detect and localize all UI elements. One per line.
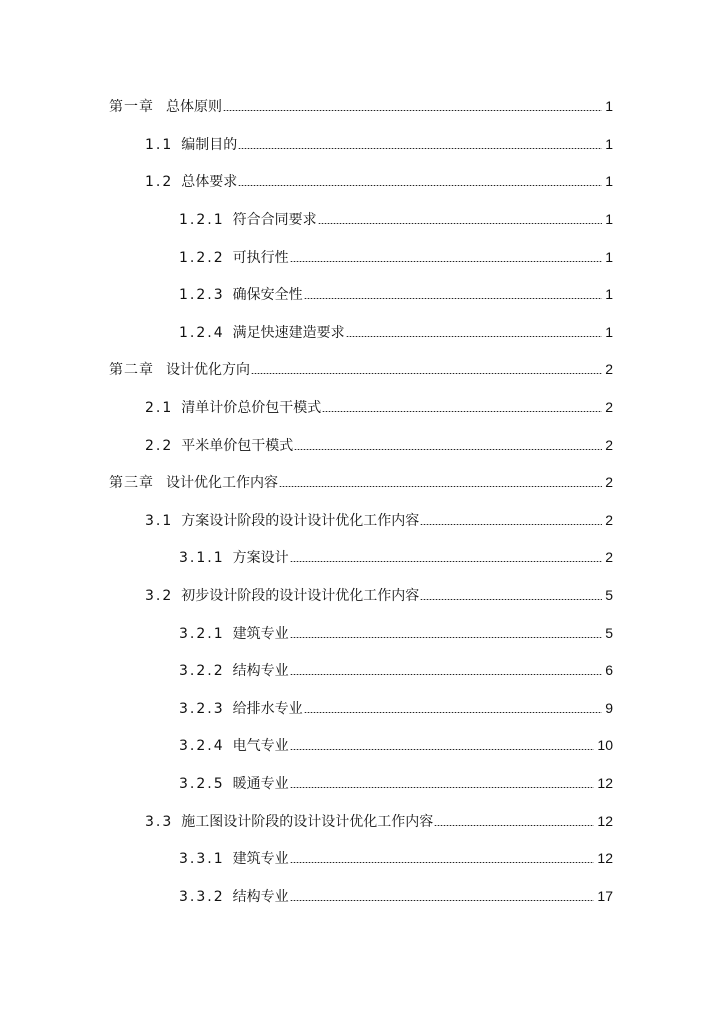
toc-entry-line [179, 738, 613, 753]
toc-entry-page-number: 5 [605, 587, 613, 604]
toc-entry-line [145, 137, 613, 152]
toc-entry-line [179, 663, 613, 678]
toc-dot-leader [290, 637, 602, 638]
toc-entry-page-number: 1 [605, 248, 613, 265]
toc-entry[interactable] [0, 690, 724, 728]
toc-entry-page-number: 2 [605, 361, 613, 378]
toc-entry-number: 2.1 [145, 400, 174, 417]
toc-entry-line [109, 475, 613, 490]
toc-entry-number: 1.2.1 [179, 212, 225, 229]
toc-dot-leader [290, 900, 595, 901]
toc-entry-title: 暖通专业 [232, 775, 289, 792]
toc-dot-leader [238, 148, 602, 149]
toc-entry[interactable] [0, 727, 724, 765]
toc-entry-number: 1.2.4 [179, 324, 225, 341]
toc-entry-title: 给排水专业 [232, 700, 303, 717]
toc-entry-number: 3.3 [145, 813, 174, 830]
toc-entry-page-number: 2 [605, 399, 613, 416]
table-of-contents [0, 88, 724, 915]
toc-entry-page-number: 12 [597, 812, 613, 829]
toc-dot-leader [223, 110, 602, 111]
toc-entry[interactable] [0, 389, 724, 427]
toc-entry-line [179, 550, 613, 565]
toc-entry-page-number: 2 [605, 549, 613, 566]
toc-entry-title: 结构专业 [232, 663, 289, 680]
toc-entry-page-number: 12 [597, 774, 613, 791]
toc-entry[interactable] [0, 163, 724, 201]
toc-entry-number: 3.1 [145, 512, 174, 529]
toc-entry-number: 1.2.3 [179, 287, 225, 304]
toc-dot-leader [290, 749, 595, 750]
toc-entry-number: 3.3.1 [179, 851, 225, 868]
toc-entry-line [179, 889, 613, 904]
toc-entry[interactable] [0, 577, 724, 615]
toc-entry-page-number: 1 [605, 323, 613, 340]
toc-entry[interactable] [0, 314, 724, 352]
toc-entry-title: 设计优化方向 [166, 362, 250, 379]
toc-entry[interactable] [0, 464, 724, 502]
toc-entry-number: 3.3.2 [179, 888, 225, 905]
toc-entry-line [179, 212, 613, 227]
toc-entry-title: 结构专业 [232, 888, 289, 905]
toc-entry-number: 1.1 [145, 136, 174, 153]
toc-entry-line [145, 588, 613, 603]
toc-entry[interactable] [0, 840, 724, 878]
toc-entry-line [145, 513, 613, 528]
toc-dot-leader [318, 223, 602, 224]
toc-entry-title: 设计优化工作内容 [166, 475, 278, 492]
toc-entry[interactable] [0, 201, 724, 239]
toc-dot-leader [238, 185, 602, 186]
toc-entry-page-number: 1 [605, 135, 613, 152]
toc-entry-title: 编制目的 [181, 136, 238, 153]
toc-dot-leader [294, 449, 602, 450]
toc-entry-page-number: 1 [605, 98, 613, 115]
toc-entry-title: 初步设计阶段的设计设计优化工作内容 [181, 588, 420, 605]
toc-dot-leader [434, 825, 594, 826]
toc-entry-number: 3.2.3 [179, 700, 225, 717]
toc-dot-leader [290, 674, 602, 675]
toc-entry-line [179, 851, 613, 866]
toc-entry-title: 符合合同要求 [232, 212, 317, 229]
toc-entry-number: 第二章 [109, 362, 154, 379]
toc-dot-leader [304, 298, 602, 299]
toc-entry-title: 满足快速建造要求 [232, 324, 345, 341]
toc-entry-number: 1.2 [145, 174, 174, 191]
toc-entry-line [109, 99, 613, 114]
toc-entry-line [179, 287, 613, 302]
toc-entry-number: 3.2.1 [179, 625, 225, 642]
toc-entry[interactable] [0, 426, 724, 464]
toc-dot-leader [251, 373, 602, 374]
toc-entry-title: 施工图设计阶段的设计设计优化工作内容 [181, 813, 434, 830]
toc-entry[interactable] [0, 88, 724, 126]
toc-entry-line [145, 400, 613, 415]
toc-dot-leader [420, 524, 602, 525]
toc-entry-title: 电气专业 [232, 738, 289, 755]
toc-entry-title: 确保安全性 [232, 287, 303, 304]
toc-entry-line [179, 626, 613, 641]
toc-dot-leader [290, 787, 595, 788]
toc-dot-leader [322, 411, 602, 412]
toc-entry-line [109, 362, 613, 377]
toc-entry[interactable] [0, 765, 724, 803]
toc-entry-page-number: 12 [597, 850, 613, 867]
toc-entry-number: 第一章 [109, 99, 154, 116]
toc-entry[interactable] [0, 126, 724, 164]
toc-entry-title: 平米单价包干模式 [181, 437, 294, 454]
toc-entry-page-number: 2 [605, 511, 613, 528]
toc-dot-leader [304, 712, 602, 713]
toc-entry-number: 3.2.2 [179, 663, 225, 680]
toc-entry[interactable] [0, 652, 724, 690]
toc-entry[interactable] [0, 276, 724, 314]
toc-dot-leader [346, 336, 602, 337]
toc-entry-number: 第三章 [109, 475, 154, 492]
toc-entry-line [145, 814, 613, 829]
toc-entry-line [145, 438, 613, 453]
toc-entry[interactable] [0, 614, 724, 652]
toc-entry-page-number: 2 [605, 436, 613, 453]
toc-entry-page-number: 1 [605, 211, 613, 228]
toc-dot-leader [290, 862, 595, 863]
toc-entry[interactable] [0, 502, 724, 540]
toc-entry-line [179, 325, 613, 340]
toc-dot-leader [420, 599, 602, 600]
toc-entry[interactable] [0, 539, 724, 577]
toc-entry-title: 总体要求 [181, 174, 238, 191]
toc-entry-number: 3.2.4 [179, 738, 225, 755]
toc-entry-line [145, 174, 613, 189]
toc-entry-title: 建筑专业 [232, 851, 289, 868]
toc-entry-line [179, 250, 613, 265]
toc-entry[interactable] [0, 877, 724, 915]
toc-dot-leader [290, 261, 602, 262]
toc-entry-page-number: 1 [605, 173, 613, 190]
toc-entry-title: 清单计价总价包干模式 [181, 400, 322, 417]
toc-entry-page-number: 10 [597, 737, 613, 754]
toc-entry-title: 方案设计阶段的设计设计优化工作内容 [181, 512, 420, 529]
toc-entry-number: 2.2 [145, 437, 174, 454]
toc-entry-page-number: 6 [605, 662, 613, 679]
toc-entry-title: 总体原则 [166, 99, 222, 116]
toc-entry-page-number: 1 [605, 286, 613, 303]
toc-entry-page-number: 17 [597, 887, 613, 904]
toc-entry[interactable] [0, 802, 724, 840]
toc-dot-leader [290, 561, 602, 562]
toc-entry-number: 1.2.2 [179, 249, 225, 266]
toc-entry-line [179, 776, 613, 791]
toc-entry-number: 3.2 [145, 588, 174, 605]
toc-entry-number: 3.2.5 [179, 775, 225, 792]
toc-entry-page-number: 2 [605, 474, 613, 491]
toc-entry[interactable] [0, 238, 724, 276]
toc-entry-number: 3.1.1 [179, 550, 225, 567]
toc-entry[interactable] [0, 351, 724, 389]
toc-entry-title: 方案设计 [232, 550, 289, 567]
toc-entry-page-number: 5 [605, 624, 613, 641]
toc-entry-page-number: 9 [605, 699, 613, 716]
toc-entry-title: 可执行性 [232, 249, 289, 266]
toc-entry-title: 建筑专业 [232, 625, 289, 642]
toc-dot-leader [279, 486, 602, 487]
toc-entry-line [179, 701, 613, 716]
